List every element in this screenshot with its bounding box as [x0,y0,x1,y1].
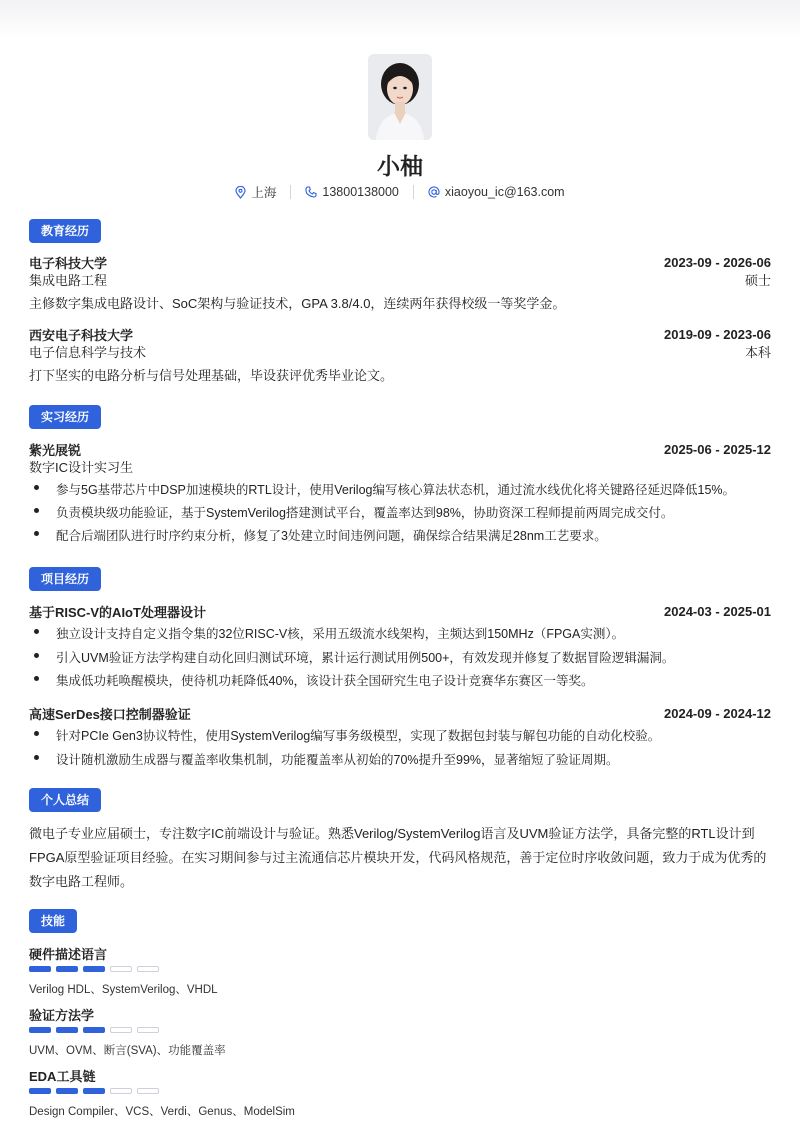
skill-level-empty [137,1088,159,1094]
project-header [29,704,771,723]
phone-icon [305,186,317,198]
skill-level-bar [29,1027,159,1033]
bullet-text: 负责模块级功能验证，基于SystemVerilog搭建测试平台，覆盖率达到98%，协助资深工程师提前两周完成交付。 [56,506,674,520]
skill-level-filled [29,1088,51,1094]
bullet-dot [34,755,39,760]
skill-level-bar [29,1088,159,1094]
skill-level-filled [56,1088,78,1094]
skill-name: EDA工具链 [29,1069,96,1084]
contact-row [0,183,800,201]
skill-level-empty [137,1027,159,1033]
bullet-dot [34,676,39,681]
candidate-name: 小柚 [377,153,423,179]
company-name: 紫光展锐 [29,443,82,458]
degree: 硕士 [744,273,771,288]
skill-level-empty [110,966,132,972]
skill-level-bar [29,966,159,972]
education-item-meta [29,270,771,289]
section-title-summary: 个人总结 [29,788,101,812]
education-desc: 打下坚实的电路分析与信号处理基础，毕设获评优秀毕业论文。 [29,368,394,383]
location-icon [235,186,246,199]
skill-name: 硬件描述语言 [29,947,108,962]
skill-level-filled [83,966,105,972]
school-name: 电子科技大学 [29,256,108,271]
education-item-meta [29,342,771,361]
education-date: 2019-09 - 2023-06 [664,327,771,342]
contact-email-text: xiaoyou_ic@163.com [444,185,565,199]
skill-detail: Design Compiler、VCS、Verdi、Genus、ModelSim [29,1106,295,1118]
bullet-text: 引入UVM验证方法学构建自动化回归测试环境，累计运行测试用例500+，有效发现并修复了数据冒险逻辑漏洞。 [56,651,675,665]
contact-phone [291,185,412,199]
bullet-text: 设计随机激励生成器与覆盖率收集机制，功能覆盖率从初始的70%提升至99%，显著缩短了验证周期。 [56,753,619,767]
skill-detail: UVM、OVM、断言(SVA)、功能覆盖率 [29,1045,226,1057]
skill-detail: Verilog HDL、SystemVerilog、VHDL [29,984,218,996]
bullet-text: 参与5G基带芯片中DSP加速模块的RTL设计，使用Verilog编写核心算法状态机，通过流水线优化将关键路径延迟降低15%。 [56,483,736,497]
project-header [29,602,771,621]
bullet-text: 配合后端团队进行时序约束分析，修复了3处建立时间违例问题，确保综合结果满足28nm工艺要求。 [56,529,607,543]
major: 电子信息科学与技术 [29,345,147,360]
project-date: 2024-03 - 2025-01 [664,604,771,619]
skill-level-empty [137,966,159,972]
skill-level-empty [110,1088,132,1094]
contact-phone-text: 13800138000 [322,185,399,199]
education-date: 2023-09 - 2026-06 [664,255,771,270]
section-title-internship: 实习经历 [29,405,101,429]
degree: 本科 [744,345,771,360]
project-name: 高速SerDes接口控制器验证 [29,707,191,722]
skill-level-filled [83,1027,105,1033]
internship-date: 2025-06 - 2025-12 [664,442,771,457]
section-title-education: 教育经历 [29,219,101,243]
avatar [368,54,432,140]
school-name: 西安电子科技大学 [29,328,134,343]
bullet-text: 针对PCIe Gen3协议特性，使用SystemVerilog编写事务级模型，实现了数据包封装与解包功能的自动化校验。 [56,729,661,743]
skill-level-filled [83,1088,105,1094]
bullet-text: 集成低功耗唤醒模块，使待机功耗降低40%，该设计获全国研究生电子设计竞赛华东赛区一等奖。 [56,674,594,688]
skill-level-filled [56,1027,78,1033]
summary-line: 数字电路工程师。 [29,874,134,889]
contact-email [414,185,579,199]
contact-location [221,183,290,201]
top-shade [0,0,800,40]
bullet-dot [34,731,39,736]
internship-role: 数字IC设计实习生 [29,460,134,475]
skill-level-filled [29,966,51,972]
summary-line: FPGA原型验证项目经验。在实习期间参与过主流通信芯片模块开发，代码风格规范，善于定位时序收敛问题，致力于成为优秀的 [29,850,767,865]
major: 集成电路工程 [29,273,108,288]
bullet-dot [34,485,39,490]
bullet-dot [34,531,39,536]
education-desc: 主修数字集成电路设计、SoC架构与验证技术，GPA 3.8/4.0，连续两年获得校级一等奖学金。 [29,296,566,311]
bullet-dot [34,629,39,634]
skill-level-filled [56,966,78,972]
contact-location-text: 上海 [251,186,277,200]
bullet-dot [34,508,39,513]
skill-level-empty [110,1027,132,1033]
skill-name: 验证方法学 [29,1008,95,1023]
project-name: 基于RISC-V的AIoT处理器设计 [29,605,206,620]
skill-level-filled [29,1027,51,1033]
project-date: 2024-09 - 2024-12 [664,706,771,721]
email-icon [428,186,440,198]
section-title-projects: 项目经历 [29,567,101,591]
summary-line: 微电子专业应届硕士，专注数字IC前端设计与验证。熟悉Verilog/SystemVerilog语言及UVM验证方法学，具备完整的RTL设计到 [29,826,755,841]
avatar-photo [368,54,432,140]
internship-role-row [29,457,771,476]
section-title-skills: 技能 [29,909,77,933]
bullet-text: 独立设计支持自定义指令集的32位RISC-V核，采用五级流水线架构，主频达到150MHz（FPGA实测）。 [56,627,625,641]
bullet-dot [34,653,39,658]
